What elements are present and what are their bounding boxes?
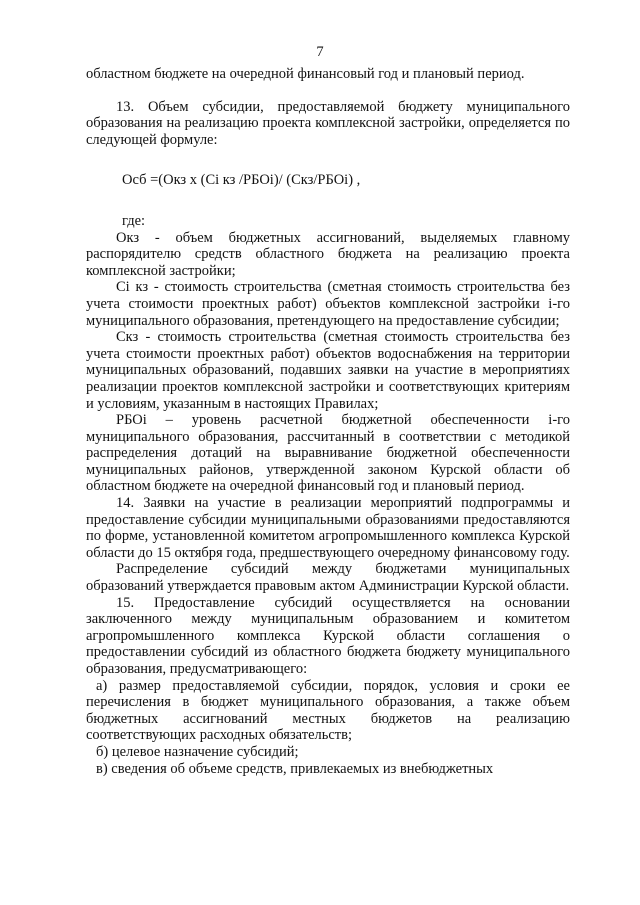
paragraph-item-14: 14. Заявки на участие в реализации мероприятий подпрограммы и предоставление субсидии муниципальными образованиями предоставляются по форме, установленной комитетом агропромышленного комплекса Курской области до 15 октября года, предшествующего очередному финансовому году. — [86, 495, 570, 561]
definition-skz: Скз - стоимость строительства (сметная стоимость строительства без учета стоимости проектных работ) объектов водоснабжения на территории муниципальных образований, подавших заявки на участие в мероприятиях реализации проектов комплексной застройки и соответствующих критериям и условиям, указанным в настоящих Правилах; — [86, 329, 570, 412]
paragraph-item-13: 13. Объем субсидии, предоставляемой бюджету муниципального образования на реализацию проекта комплексной застройки, определяется по следующей формуле: — [86, 98, 570, 148]
list-item-v: в) сведения об объеме средств, привлекаемых из внебюджетных — [96, 760, 494, 777]
spacer — [86, 83, 570, 99]
list-item-b: б) целевое назначение субсидий; — [96, 743, 299, 760]
list-item-a: а) размер предоставляемой субсидии, порядок, условия и сроки ее перечисления в бюджет муниципального образования, а также объем бюджетных ассигнований местных бюджетов на реализацию соответствующих расходных обязательств; — [86, 677, 570, 744]
page-number: 7 — [316, 44, 324, 60]
spacer — [86, 148, 570, 172]
spacer — [86, 189, 570, 213]
paragraph-item-15: 15. Предоставление субсидий осуществляется на основании заключенного между муниципальным образованием и комитетом агропромышленного комплекса Курской области соглашения о предоставлении субсидий из областного бюджета бюджету муниципального образования, предусматривающего: — [86, 594, 570, 677]
paragraph-continuation: областном бюджете на очередной финансовый год и плановый период. — [86, 66, 525, 82]
where-label: где: — [122, 212, 146, 229]
paragraph-distribution: Распределение субсидий между бюджетами муниципальных образований утверждается правовым актом Администрации Курской области. — [86, 561, 570, 595]
definition-ci-kz: Сi кз - стоимость строительства (сметная стоимость строительства без учета стоимости проектных работ) объектов комплексной застройки i-го муниципального образования, претендующего на предоставление субсидии; — [86, 279, 570, 329]
definition-rboi: РБОi – уровень расчетной бюджетной обеспеченности i-го муниципального образования, рассчитанный в соответствии с методикой распределения дотаций на выравнивание бюджетной обеспеченности муниципальных районов, утвержденной законом Курской области об областном бюджете на очередной финансовый год и плановый период. — [86, 412, 570, 495]
document-body — [86, 66, 570, 777]
definition-okz: Окз - объем бюджетных ассигнований, выделяемых главному распорядителю средств областного бюджета на реализацию проекта комплексной застройки; — [86, 229, 570, 279]
formula: Осб =(Окз х (Сi кз /РБОi)/ (Скз/РБОi) , — [122, 172, 361, 189]
